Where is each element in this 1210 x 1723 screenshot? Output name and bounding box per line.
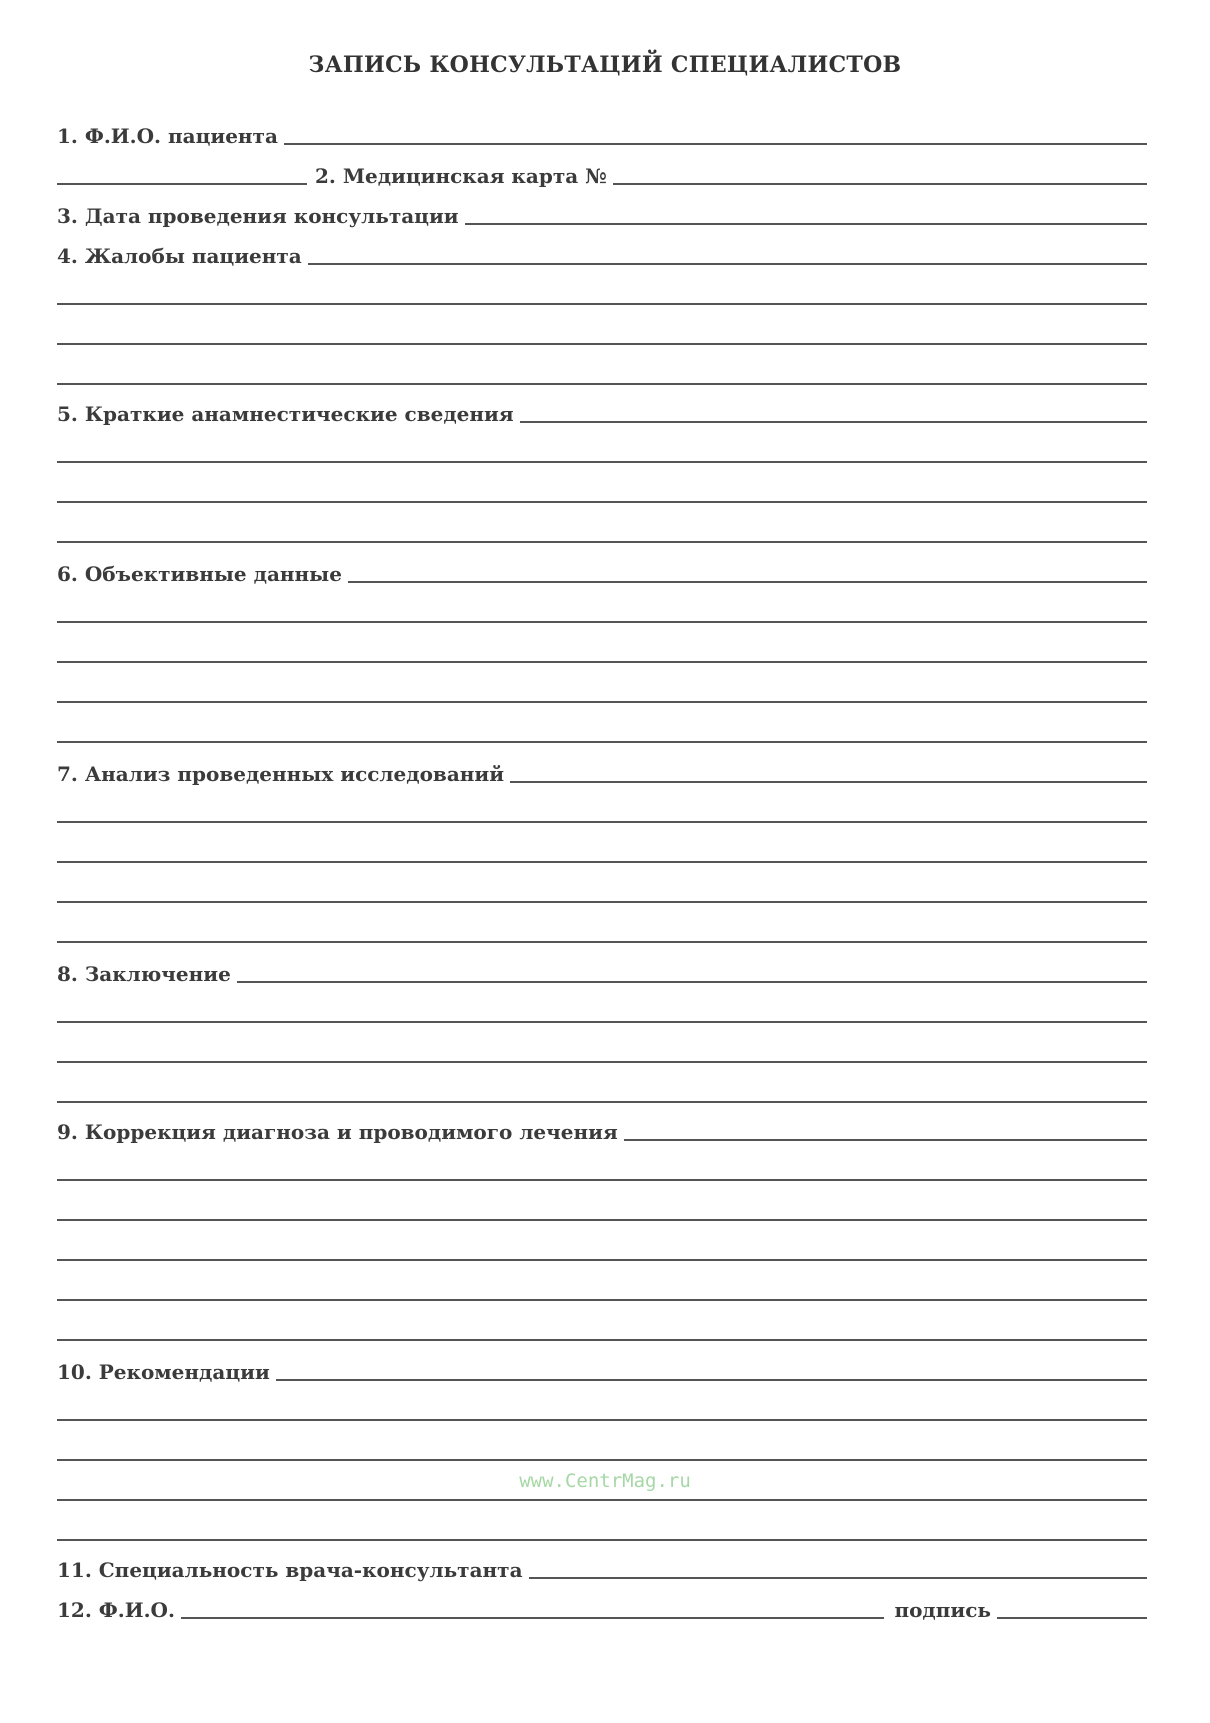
form-title: ЗАПИСЬ КОНСУЛЬТАЦИЙ СПЕЦИАЛИСТОВ: [308, 52, 902, 78]
signature-line[interactable]: [997, 1617, 1147, 1619]
field-label: 9. Коррекция диагноза и проводимого лечения: [57, 1120, 618, 1144]
field-label: 11. Специальность врача-консультанта: [57, 1558, 523, 1582]
field-conclusion[interactable]: [57, 951, 1147, 985]
blank-line[interactable]: [57, 471, 1147, 505]
fill-line[interactable]: [57, 1101, 1147, 1103]
blank-line[interactable]: [57, 313, 1147, 347]
fill-line[interactable]: [284, 143, 1147, 145]
blank-line[interactable]: [57, 991, 1147, 1025]
field-medical-card[interactable]: [57, 153, 1147, 187]
blank-line[interactable]: [57, 431, 1147, 465]
fill-line[interactable]: [510, 781, 1147, 783]
field-research-analysis[interactable]: [57, 751, 1147, 785]
fill-line[interactable]: [57, 701, 1147, 703]
fill-line[interactable]: [57, 1539, 1147, 1541]
field-label: 2. Медицинская карта №: [315, 164, 607, 188]
blank-line[interactable]: [57, 1229, 1147, 1263]
fill-line[interactable]: [57, 901, 1147, 903]
field-specialist[interactable]: [57, 1547, 1147, 1581]
blank-line[interactable]: [57, 1389, 1147, 1423]
blank-line[interactable]: [57, 1269, 1147, 1303]
fill-line[interactable]: [613, 183, 1147, 185]
fill-line[interactable]: [520, 421, 1147, 423]
fill-line[interactable]: [276, 1379, 1147, 1381]
blank-line[interactable]: [57, 791, 1147, 825]
fill-line[interactable]: [57, 343, 1147, 345]
field-complaints[interactable]: [57, 233, 1147, 267]
fill-line[interactable]: [57, 1299, 1147, 1301]
field-anamnesis[interactable]: [57, 391, 1147, 425]
fill-line[interactable]: [57, 741, 1147, 743]
fill-line[interactable]: [237, 981, 1147, 983]
fill-line[interactable]: [57, 1061, 1147, 1063]
field-recommendations[interactable]: [57, 1349, 1147, 1383]
fill-line[interactable]: [57, 621, 1147, 623]
blank-line[interactable]: [57, 631, 1147, 665]
field-diagnosis-correction[interactable]: [57, 1109, 1147, 1143]
fill-line[interactable]: [308, 263, 1147, 265]
fill-line[interactable]: [465, 223, 1147, 225]
field-doctor-name[interactable]: [57, 1587, 1147, 1621]
fill-line[interactable]: [57, 821, 1147, 823]
blank-line[interactable]: [57, 1031, 1147, 1065]
blank-line[interactable]: [57, 353, 1147, 387]
field-consultation-date[interactable]: [57, 193, 1147, 227]
watermark: www.CentrMag.ru: [519, 1470, 691, 1492]
fill-line[interactable]: [57, 501, 1147, 503]
fill-line[interactable]: [57, 1339, 1147, 1341]
field-label: 7. Анализ проведенных исследований: [57, 762, 505, 786]
blank-line[interactable]: [57, 1309, 1147, 1343]
blank-line[interactable]: [57, 1071, 1147, 1105]
blank-line[interactable]: [57, 1469, 1147, 1503]
blank-line[interactable]: [57, 1189, 1147, 1223]
fill-line[interactable]: [57, 1219, 1147, 1221]
blank-line[interactable]: [57, 1509, 1147, 1543]
fill-line[interactable]: [57, 1021, 1147, 1023]
fill-line[interactable]: [57, 1259, 1147, 1261]
blank-line[interactable]: [57, 591, 1147, 625]
field-objective-data[interactable]: [57, 551, 1147, 585]
fill-line[interactable]: [57, 383, 1147, 385]
blank-line[interactable]: [57, 511, 1147, 545]
fill-line[interactable]: [57, 1179, 1147, 1181]
fill-line[interactable]: [57, 461, 1147, 463]
blank-line[interactable]: [57, 1429, 1147, 1463]
field-label: 1. Ф.И.О. пациента: [57, 124, 278, 148]
fill-line[interactable]: [57, 941, 1147, 943]
fill-line[interactable]: [624, 1139, 1147, 1141]
field-label: 8. Заключение: [57, 962, 231, 986]
fill-line[interactable]: [181, 1617, 885, 1619]
signature-label: подпись: [894, 1598, 991, 1622]
field-label: 12. Ф.И.О.: [57, 1598, 175, 1622]
blank-line[interactable]: [57, 1149, 1147, 1183]
field-label: 3. Дата проведения консультации: [57, 204, 459, 228]
blank-line[interactable]: [57, 911, 1147, 945]
fill-line[interactable]: [57, 1499, 1147, 1501]
fill-line[interactable]: [57, 183, 307, 185]
fill-line[interactable]: [529, 1577, 1147, 1579]
fill-line[interactable]: [57, 541, 1147, 543]
fill-line[interactable]: [57, 303, 1147, 305]
fill-line[interactable]: [57, 861, 1147, 863]
fill-line[interactable]: [57, 1419, 1147, 1421]
blank-line[interactable]: [57, 831, 1147, 865]
field-label: 6. Объективные данные: [57, 562, 342, 586]
fill-line[interactable]: [57, 661, 1147, 663]
blank-line[interactable]: [57, 273, 1147, 307]
field-label: 4. Жалобы пациента: [57, 244, 302, 268]
blank-line[interactable]: [57, 871, 1147, 905]
field-label: 10. Рекомендации: [57, 1360, 270, 1384]
field-label: 5. Краткие анамнестические сведения: [57, 402, 514, 426]
blank-line[interactable]: [57, 671, 1147, 705]
fill-line[interactable]: [348, 581, 1147, 583]
blank-line[interactable]: [57, 711, 1147, 745]
fill-line[interactable]: [57, 1459, 1147, 1461]
field-patient-name[interactable]: [57, 113, 1147, 147]
